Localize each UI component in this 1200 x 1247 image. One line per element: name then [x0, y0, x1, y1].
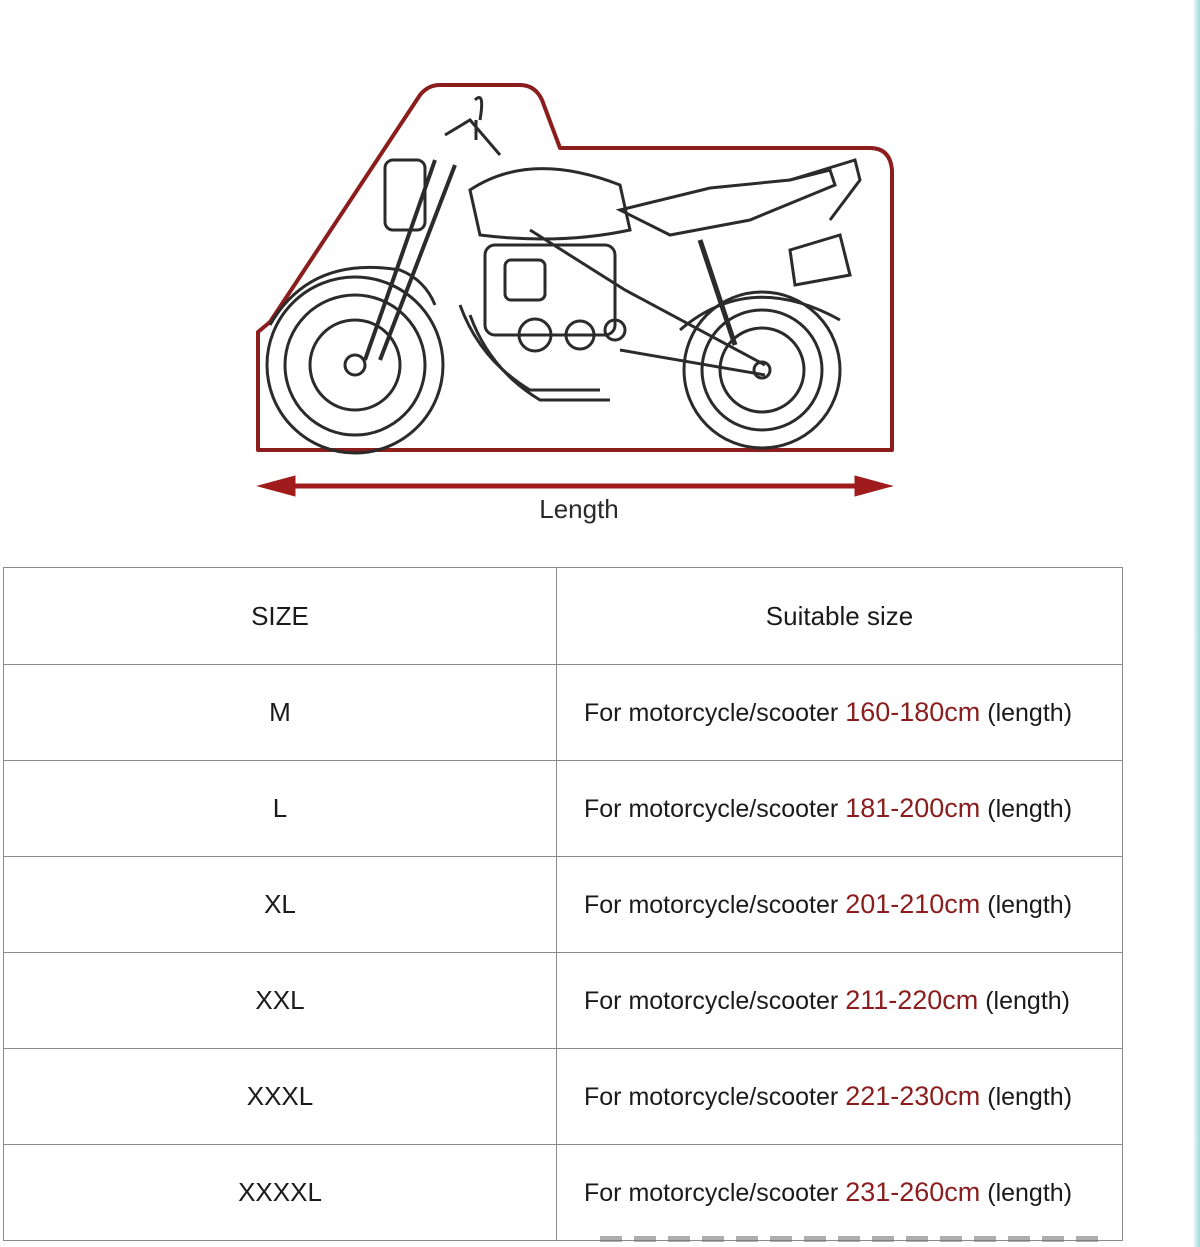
- table-row: [4, 761, 1123, 857]
- teal-edge-strip: [1194, 0, 1200, 1247]
- table-row: [4, 953, 1123, 1049]
- suitable-cell: [557, 857, 1123, 953]
- table-row: [4, 857, 1123, 953]
- suitable-cell: [557, 1145, 1123, 1241]
- length-range: 160-180cm: [845, 697, 981, 727]
- suitable-suffix: (length): [987, 891, 1073, 919]
- suitable-prefix: For motorcycle/scooter: [584, 987, 839, 1015]
- size-cell: XL: [4, 857, 557, 953]
- size-chart-table: [3, 567, 1123, 1241]
- table-row: [4, 1145, 1123, 1241]
- front-wheel: [267, 277, 443, 453]
- suitable-suffix: (length): [987, 795, 1073, 823]
- suitable-cell: [557, 1049, 1123, 1145]
- size-cell: M: [4, 665, 557, 761]
- suitable-suffix: (length): [987, 1179, 1073, 1207]
- length-label: Length: [539, 494, 619, 524]
- suitable-prefix: For motorcycle/scooter: [584, 795, 839, 823]
- suitable-prefix: For motorcycle/scooter: [584, 1179, 839, 1207]
- suitable-suffix: (length): [987, 699, 1073, 727]
- length-range: 221-230cm: [845, 1081, 981, 1111]
- motorcycle-cover-illustration: [230, 60, 930, 520]
- length-range: 231-260cm: [845, 1177, 981, 1207]
- suitable-prefix: For motorcycle/scooter: [584, 699, 839, 727]
- length-range: 181-200cm: [845, 793, 981, 823]
- suitable-cell: [557, 953, 1123, 1049]
- header-suitable-size: Suitable size: [557, 568, 1123, 665]
- size-cell: L: [4, 761, 557, 857]
- length-range: 201-210cm: [845, 889, 981, 919]
- header-size: SIZE: [4, 568, 557, 665]
- table-row: [4, 1049, 1123, 1145]
- engine-block: [460, 245, 625, 400]
- suitable-prefix: For motorcycle/scooter: [584, 891, 839, 919]
- suitable-cell: [557, 665, 1123, 761]
- size-cell: XXXXL: [4, 1145, 557, 1241]
- length-arrow: [258, 476, 892, 496]
- table-row: [4, 665, 1123, 761]
- suitable-suffix: (length): [985, 987, 1070, 1015]
- length-range: 211-220cm: [845, 985, 979, 1015]
- suitable-suffix: (length): [987, 1083, 1073, 1111]
- table-header-row: [4, 568, 1123, 665]
- size-cell: XXL: [4, 953, 557, 1049]
- bottom-decorative-strip: [600, 1236, 1100, 1242]
- suitable-prefix: For motorcycle/scooter: [584, 1083, 839, 1111]
- suitable-cell: [557, 761, 1123, 857]
- size-cell: XXXL: [4, 1049, 557, 1145]
- rear-wheel: [684, 292, 840, 448]
